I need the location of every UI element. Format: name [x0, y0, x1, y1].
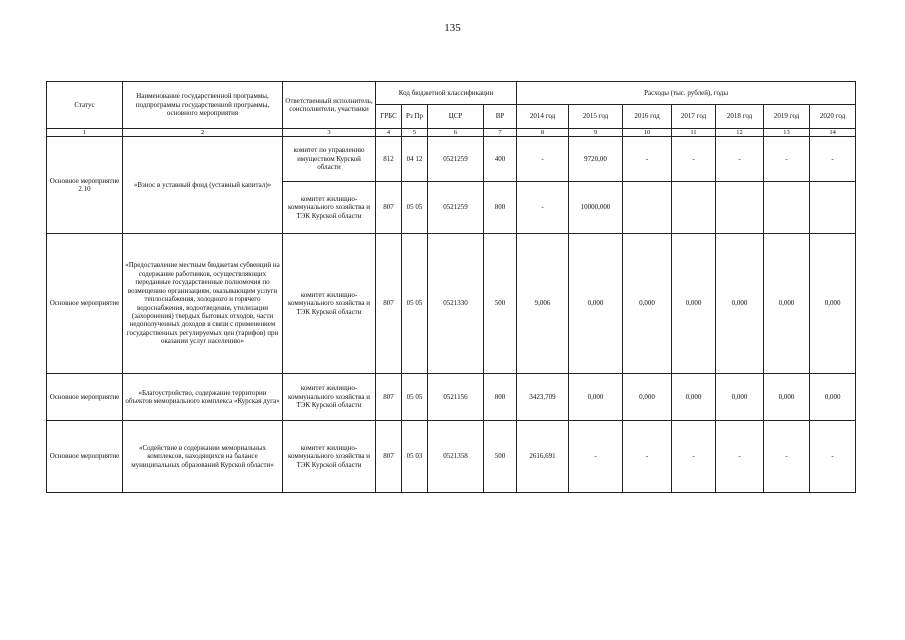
- column-number: 7: [484, 129, 517, 137]
- grbs-cell: 807: [376, 182, 402, 234]
- value-cell: 0,000: [569, 374, 623, 421]
- value-cell: [764, 182, 810, 234]
- rzpr-cell: 05 03: [402, 421, 428, 493]
- vr-cell: 800: [484, 182, 517, 234]
- vr-cell: 500: [484, 421, 517, 493]
- value-cell: 0,000: [716, 234, 764, 374]
- name-cell: «Взнос в уставный фонд (уставный капитал)»: [123, 137, 283, 234]
- column-number: 8: [517, 129, 569, 137]
- header-name: Наименование государственной программы, подпрограммы государственной программы, основного мероприятия: [123, 82, 283, 129]
- column-number: 13: [764, 129, 810, 137]
- csr-cell: 0521330: [428, 234, 484, 374]
- header-responsible: Ответственный исполнитель, соисполнители, участники: [283, 82, 376, 129]
- value-cell: -: [623, 137, 672, 182]
- value-cell: 9,006: [517, 234, 569, 374]
- column-number: 3: [283, 129, 376, 137]
- value-cell: -: [672, 137, 716, 182]
- rzpr-cell: 05 05: [402, 374, 428, 421]
- header-rzpr: Рз Пр: [402, 105, 428, 129]
- column-number: 2: [123, 129, 283, 137]
- name-cell: «Предоставление местным бюджетам субвенций на содержание работников, осуществляющих переданные государственные полномочия по возмещению организациям, оказывающим услуги теплоснабжения, холодного и горячего водоснабжения, водоотведения, утилизации (захоронения) твердых бытовых отходов, части недополученных доходов в связи с применением государственных регулируемых цен (тарифов) при оказании услуг населению»: [123, 234, 283, 374]
- header-year: 2017 год: [672, 105, 716, 129]
- csr-cell: 0521259: [428, 137, 484, 182]
- column-number: 1: [47, 129, 123, 137]
- rzpr-cell: 05 05: [402, 182, 428, 234]
- value-cell: [672, 182, 716, 234]
- column-number: 12: [716, 129, 764, 137]
- csr-cell: 0521259: [428, 182, 484, 234]
- csr-cell: 0521156: [428, 374, 484, 421]
- value-cell: 0,000: [672, 374, 716, 421]
- column-number: 9: [569, 129, 623, 137]
- value-cell: -: [716, 137, 764, 182]
- name-cell: «Содействие в содержании мемориальных комплексов, находящихся на балансе муниципальных образований Курской области»: [123, 421, 283, 493]
- budget-table: [46, 81, 856, 493]
- header-vr: ВР: [484, 105, 517, 129]
- column-number-row: [47, 129, 856, 137]
- column-number: 14: [810, 129, 856, 137]
- value-cell: 0,000: [623, 374, 672, 421]
- value-cell: 0,000: [672, 234, 716, 374]
- value-cell: -: [764, 421, 810, 493]
- value-cell: -: [764, 137, 810, 182]
- value-cell: -: [716, 421, 764, 493]
- header-year: 2019 год: [764, 105, 810, 129]
- responsible-cell: комитет жилищно-коммунального хозяйства и ТЭК Курской области: [283, 421, 376, 493]
- column-number: 10: [623, 129, 672, 137]
- header-year: 2015 год: [569, 105, 623, 129]
- table-row: [47, 137, 856, 182]
- grbs-cell: 807: [376, 421, 402, 493]
- page-number: 135: [444, 22, 461, 34]
- header-status: Статус: [47, 82, 123, 129]
- responsible-cell: комитет жилищно-коммунального хозяйства и ТЭК Курской области: [283, 374, 376, 421]
- value-cell: 0,000: [716, 374, 764, 421]
- value-cell: 0,000: [764, 374, 810, 421]
- header-grbs: ГРБС: [376, 105, 402, 129]
- value-cell: 0,000: [810, 234, 856, 374]
- value-cell: 10000,000: [569, 182, 623, 234]
- column-number: 6: [428, 129, 484, 137]
- grbs-cell: 807: [376, 234, 402, 374]
- column-number: 11: [672, 129, 716, 137]
- value-cell: 2616,691: [517, 421, 569, 493]
- name-cell: «Благоустройство, содержание территории объектов мемориального комплекса «Курская дуга»: [123, 374, 283, 421]
- value-cell: -: [672, 421, 716, 493]
- value-cell: 0,000: [569, 234, 623, 374]
- value-cell: 0,000: [623, 234, 672, 374]
- header-budget-code: Код бюджетной классификации: [376, 82, 517, 105]
- status-cell: Основное мероприятие: [47, 374, 123, 421]
- value-cell: [716, 182, 764, 234]
- value-cell: -: [810, 137, 856, 182]
- header-year: 2016 год: [623, 105, 672, 129]
- value-cell: 0,000: [810, 374, 856, 421]
- responsible-cell: комитет жилищно-коммунального хозяйства и ТЭК Курской области: [283, 182, 376, 234]
- vr-cell: 800: [484, 374, 517, 421]
- table-row: [47, 234, 856, 374]
- header-year: 2014 год: [517, 105, 569, 129]
- value-cell: -: [517, 137, 569, 182]
- value-cell: [623, 182, 672, 234]
- csr-cell: 0521358: [428, 421, 484, 493]
- grbs-cell: 807: [376, 374, 402, 421]
- header-expenses: Расходы (тыс. рублей), годы: [517, 82, 856, 105]
- vr-cell: 400: [484, 137, 517, 182]
- value-cell: [810, 182, 856, 234]
- rzpr-cell: 05 05: [402, 234, 428, 374]
- value-cell: -: [569, 421, 623, 493]
- grbs-cell: 812: [376, 137, 402, 182]
- responsible-cell: комитет по управлению имуществом Курской области: [283, 137, 376, 182]
- value-cell: -: [623, 421, 672, 493]
- header-year: 2020 год: [810, 105, 856, 129]
- value-cell: -: [810, 421, 856, 493]
- header-csr: ЦСР: [428, 105, 484, 129]
- status-cell: Основное мероприятие 2.10: [47, 137, 123, 234]
- table-row: [47, 374, 856, 421]
- status-cell: Основное мероприятие: [47, 421, 123, 493]
- table-row: [47, 421, 856, 493]
- header-year: 2018 год: [716, 105, 764, 129]
- responsible-cell: комитет жилищно-коммунального хозяйства и ТЭК Курской области: [283, 234, 376, 374]
- value-cell: -: [517, 182, 569, 234]
- value-cell: 3423,709: [517, 374, 569, 421]
- vr-cell: 500: [484, 234, 517, 374]
- column-number: 5: [402, 129, 428, 137]
- status-cell: Основное мероприятие: [47, 234, 123, 374]
- value-cell: 9720,00: [569, 137, 623, 182]
- value-cell: 0,000: [764, 234, 810, 374]
- rzpr-cell: 04 12: [402, 137, 428, 182]
- column-number: 4: [376, 129, 402, 137]
